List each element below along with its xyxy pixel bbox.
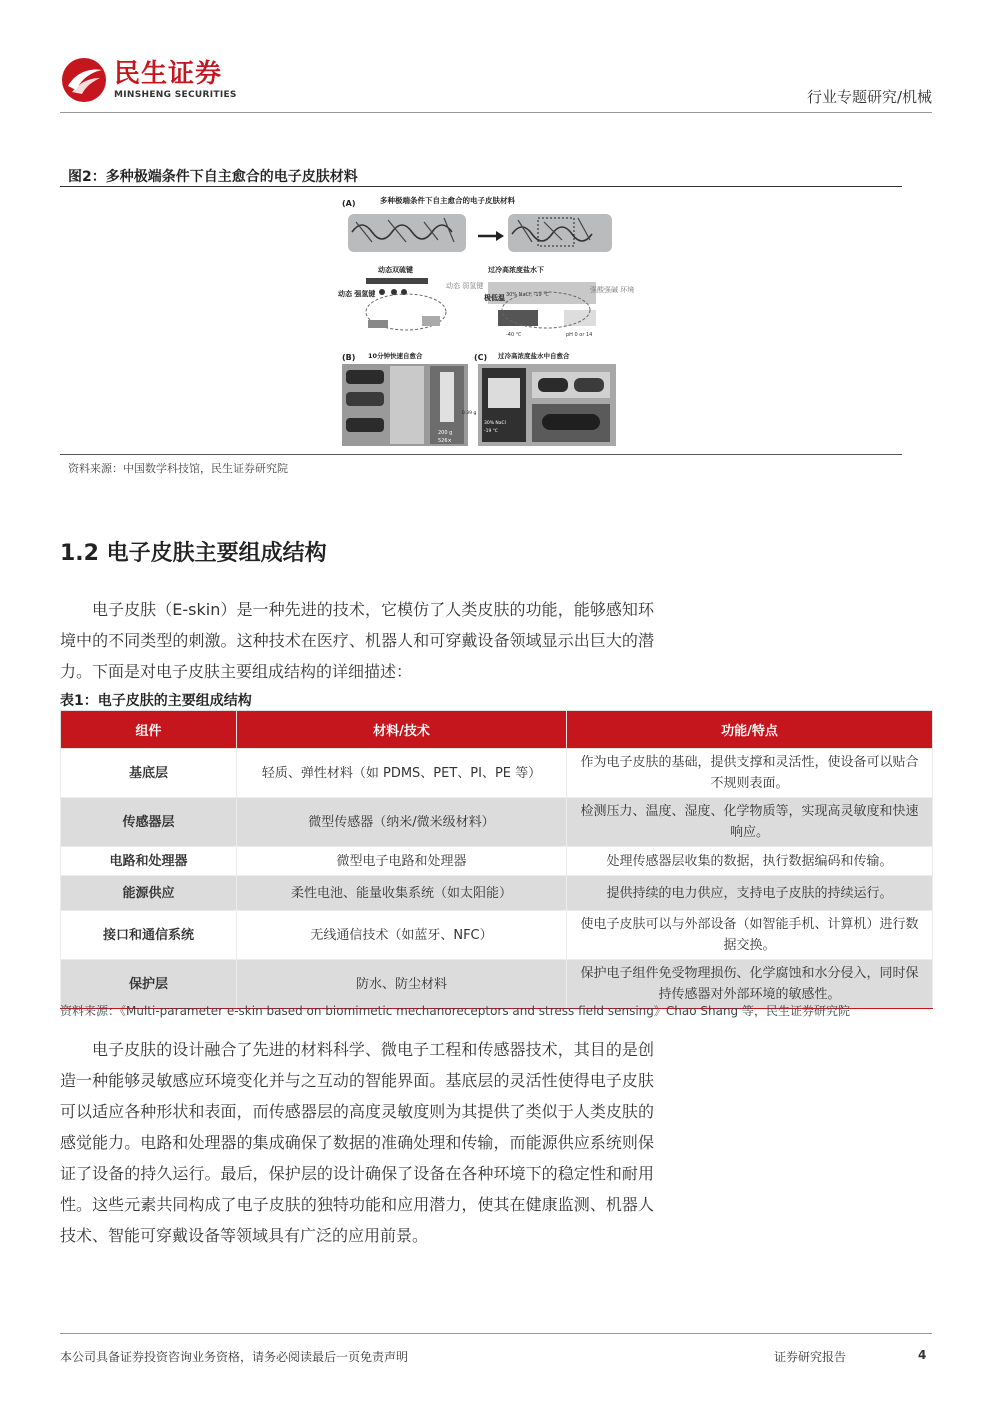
col-header-component: 组件 [61, 711, 237, 749]
fig-nacl-short: 30% NaCl [484, 421, 506, 426]
logo-cn-text: 民生证券 [114, 59, 223, 89]
fig-039g: 0.39 g [462, 411, 477, 416]
polymer-network-left [348, 214, 466, 252]
section-heading: 1.2 电子皮肤主要组成结构 [60, 541, 327, 566]
intro-paragraph: 电子皮肤（E-skin）是一种先进的技术，它模仿了人类皮肤的功能，能够感知环境中的不同类型的刺激。这种技术在医疗、机器人和可穿戴设备领域显示出巨大的潜力。下面是对电子皮肤主要组成结构的详细描述： [60, 600, 654, 681]
self-healing-eskin-figure [338, 192, 635, 450]
col-header-material: 材料/技术 [237, 711, 567, 749]
cell-material: 微型电子电路和处理器 [237, 847, 567, 876]
figure-source: 资料来源：中国数学科技馆，民生证券研究院 [68, 462, 288, 475]
cell-function: 处理传感器层收集的数据，执行数据编码和传输。 [567, 847, 933, 876]
photo-panel-b [342, 364, 476, 446]
header-divider [60, 112, 932, 113]
cell-component: 传感器层 [61, 798, 237, 847]
fig-label-a: (A) [342, 199, 356, 208]
table-header-row [61, 711, 933, 749]
fig-strong-h: 动态 强氢键 [338, 290, 376, 298]
cell-material: 防水、防尘材料 [237, 960, 567, 1009]
fig-low-temp: 极低温 [484, 294, 505, 302]
table-row [61, 798, 933, 847]
fig-inner-title: 多种极端条件下自主愈合的电子皮肤材料 [380, 196, 515, 205]
fig-ten-min: 10分钟快速自愈合 [368, 352, 423, 360]
cell-function: 作为电子皮肤的基础，提供支撑和灵活性，使设备可以贴合不规则表面。 [567, 749, 933, 798]
logo-en-text: MINSHENG SECURITIES [114, 90, 237, 100]
figure-bottom-rule [60, 454, 902, 455]
photo-panel-c [478, 364, 616, 446]
table-title: 表1：电子皮肤的主要组成结构 [60, 693, 252, 709]
fig-disulfide: 动态双硫键 [378, 266, 413, 274]
cell-function: 提供持续的电力供应，支持电子皮肤的持续运行。 [567, 876, 933, 911]
col-header-function: 功能/特点 [567, 711, 933, 749]
table-source: 资料来源：《Multi-parameter e-skin based on biomimetic mechanoreceptors and stress field sensing》Chao Shang 等，民生证券研究院 [60, 1004, 850, 1018]
fig-200g: 200 g [438, 430, 453, 436]
fig-label-b: (B) [342, 353, 356, 362]
cell-material: 无线通信技术（如蓝牙、NFC） [237, 911, 567, 960]
polymer-network-right [508, 214, 612, 252]
cell-component: 电路和处理器 [61, 847, 237, 876]
fig-deg-short: -19 ℃ [484, 429, 498, 434]
eskin-structure-table [60, 710, 933, 1009]
figure-title: 图2：多种极端条件下自主愈合的电子皮肤材料 [68, 169, 358, 185]
fig-supercooled-heal: 过冷高浓度盐水中自愈合 [498, 352, 570, 360]
fig-ph: pH 0 or 14 [566, 332, 593, 338]
fig-nacl: 30% NaCl, -19 ℃ [506, 292, 549, 298]
fig-supercooled: 过冷高浓度盐水下 [488, 266, 544, 274]
table-row [61, 911, 933, 960]
cell-function: 保护电子组件免受物理损伤、化学腐蚀和水分侵入，同时保持传感器对外部环境的敏感性。 [567, 960, 933, 1009]
summary-paragraph: 电子皮肤的设计融合了先进的材料科学、微电子工程和传感器技术，其目的是创造一种能够灵敏感应环境变化并与之互动的智能界面。基底层的灵活性使得电子皮肤可以适应各种形状和表面，而传感器层的高度灵敏度则为其提供了类似于人类皮肤的感觉能力。电路和处理器的集成确保了数据的准确处理和传输，而能源供应系统则保证了设备的持久运行。最后，保护层的设计确保了设备在各种环境下的稳定性和耐用性。这些元素共同构成了电子皮肤的独特功能和应用潜力，使其在健康监测、机器人技术、智能可穿戴设备等领域具有广泛的应用前景。 [60, 1040, 654, 1245]
page-number: 4 [918, 1348, 927, 1362]
cell-component: 基底层 [61, 749, 237, 798]
table-row [61, 876, 933, 911]
figure-top-rule [60, 186, 902, 187]
cell-function: 检测压力、温度、湿度、化学物质等，实现高灵敏度和快速响应。 [567, 798, 933, 847]
footer-disclaimer: 本公司具备证券投资咨询业务资格，请务必阅读最后一页免责声明 [60, 1350, 409, 1364]
cell-material: 微型传感器（纳米/微米级材料） [237, 798, 567, 847]
cell-material: 轻质、弹性材料（如 PDMS、PET、PI、PE 等） [237, 749, 567, 798]
table-row [61, 847, 933, 876]
fig-minus40: -40 ℃ [506, 332, 522, 338]
cell-material: 柔性电池、能量收集系统（如太阳能） [237, 876, 567, 911]
footer-divider [60, 1333, 932, 1334]
footer-report-type: 证券研究报告 [774, 1350, 847, 1364]
fig-526x: 526× [438, 438, 452, 444]
table-row [61, 749, 933, 798]
report-category: 行业专题研究/机械 [806, 88, 932, 106]
company-logo [60, 55, 250, 105]
fig-weak-h: 动态 弱氢键 [446, 282, 484, 290]
cell-function: 使电子皮肤可以与外部设备（如智能手机、计算机）进行数据交换。 [567, 911, 933, 960]
cell-component: 保护层 [61, 960, 237, 1009]
fig-label-c: (C) [474, 353, 488, 362]
cell-component: 能源供应 [61, 876, 237, 911]
cell-component: 接口和通信系统 [61, 911, 237, 960]
figure-image [338, 192, 635, 450]
fig-acid-base: 强酸强碱 环境 [590, 286, 635, 294]
minsheng-logo-icon [60, 56, 108, 104]
